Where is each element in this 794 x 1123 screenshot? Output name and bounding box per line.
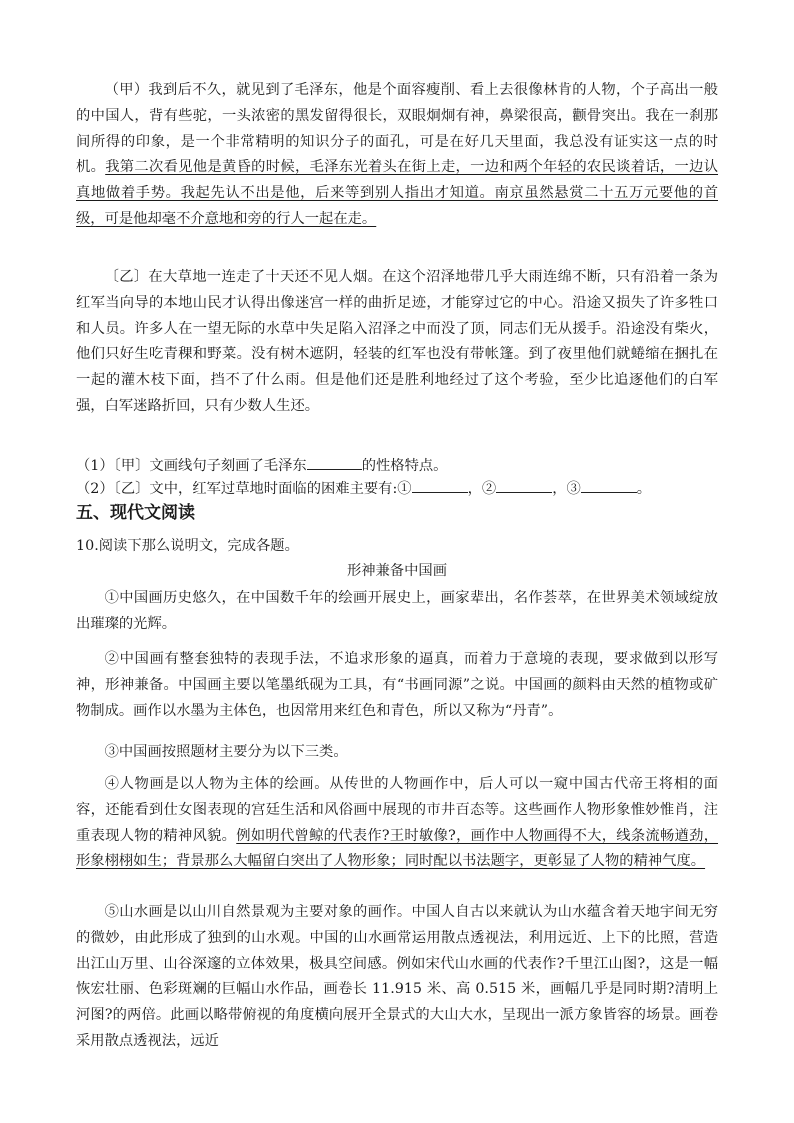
answer-blank-2c[interactable] [581,478,637,493]
passage-yi: 〔乙〕在大草地一连走了十天还不见人烟。在这个沼泽地带几乎大雨连绵不断，只有沿着一条为红军当向导的本地山民才认得出像迷宫一样的曲折足迹，才能穿过它的中心。沿途又损失了许多牲口和人员。许多人在一望无际的水草中失足陷入沼泽之中而没了顶，同志们无从援手。沿途没有柴火，他们只好生吃青稞和野菜。没有树木遮阴，轻装的红军也没有带帐篷。到了夜里他们就蜷缩在捆扎在一起的灌木枝下面，挡不了什么雨。但是他们还是胜利地经过了这个考验，至少比追逐他们的白军强，白军迷路折回，只有少数人生还。 [76,269,718,414]
article-paragraph-4 [76,772,718,875]
question-2-end: 。 [636,481,652,497]
answer-blank-2b[interactable] [496,478,552,493]
passage-jia-underlined-sentence: 我第二次看见他是黄昏的时候，毛泽东光着头在街上走，一边和两个年轻的农民谈着话，一边认真地做着手势。我起先认不出是他，后来等到别人指出才知道。南京虽然悬赏二十五万元要他的首级，可是他却毫不介意地和旁的行人一起在走。 [76,159,719,227]
article-paragraph-3: ③中国画按照题材主要分为以下三类。 [104,744,348,760]
question-1-suffix: 的性格特点。 [361,458,448,474]
answer-blank-1[interactable] [307,455,362,470]
question-1 [76,455,447,476]
question-1-text: （1）〔甲〕文画线句子刻画了毛泽东 [76,458,307,474]
article-paragraph-2: ②中国画有整套独特的表现手法，不追求形象的逼真，而着力于意境的表现，要求做到以形写神，形神兼备。中国画主要以笔墨纸砚为工具，有“书画同源”之说。中国画的颜料由天然的植物或矿物制成。画作以水墨为主体色，也因常用来红色和青色，所以又称为“丹青”。 [76,651,718,719]
article-paragraph-1: ①中国画历史悠久，在中国数千年的绘画开展史上，画家辈出，名作荟萃，在世界美术领域绽放出璀璨的光辉。 [76,590,718,632]
question-2-sep1: ，② [467,481,497,497]
answer-blank-2a[interactable] [412,478,468,493]
article-title: 形神兼备中国画 [346,563,448,579]
question-2 [76,478,651,499]
article-paragraph-4-text: ④人物画是以人物为主体的绘画。从传世的人物画作中，后人可以一窥中国古代帝王将相的面容，还能看到仕女图表现的宫廷生活和风俗画中展现的市井百态等。这些画作人物形象惟妙惟肖，注重表现人物的精神风貌。 [76,776,718,844]
question-2-sep2: ，③ [552,481,581,497]
article-paragraph-5: ⑤山水画是以山川自然景观为主要对象的画作。中国人自古以来就认为山水蕴含着天地宇间无穷的微妙，由此形成了独到的山水观。中国的山水画常运用散点透视法，利用远近、上下的比照，营造出江山万里、山谷深邃的立体效果，极具空间感。例如宋代山水画的代表作?千里江山图?，这是一幅恢宏壮丽、色彩斑斓的巨幅山水作品，画卷长 11.915 米、高 0.515 米，画幅几乎是同时期?清明上河图?的两倍。此画以略带俯视的角度横向展开全景式的大山大水，呈现出一派方象皆容的场景。画卷采用散点透视法，远近 [76,904,718,1049]
section-heading: 五、现代文阅读 [76,503,195,523]
question-10-intro: 10.阅读下那么说明文，完成各题。 [76,538,299,554]
question-2-text: （2）〔乙〕文中，红军过草地时面临的困难主要有:① [76,481,412,497]
passage-jia-text: （甲）我到后不久，就见到了毛泽东，他是个面容瘦削、看上去很像林肯的人物，个子高出一般的中国人，背有些驼，一头浓密的黑发留得很长，双眼炯炯有神，鼻梁很高，颧骨突出。我在一刹那间所得的印象，是一个非常精明的知识分子的面孔，可是在好几天里面，我总没有证实这一点的时机。 [76,82,718,176]
article-paragraph-4-underlined: 例如明代曾鲸的代表作?王时敏像?，画作中人物画得不大，线条流畅遒劲，形象栩栩如生；背景那么大幅留白突出了人物形象；同时配以书法题字，更彰显了人物的精神气度。 [76,827,719,870]
passage-jia [76,78,718,233]
